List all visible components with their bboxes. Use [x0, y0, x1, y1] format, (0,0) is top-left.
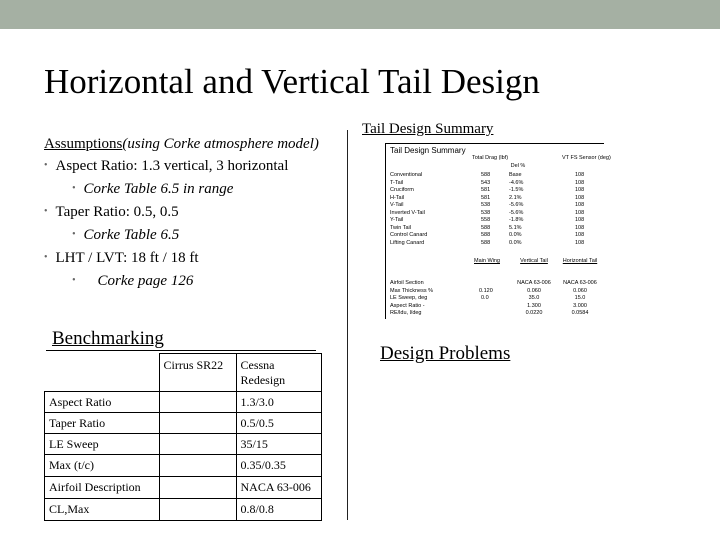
table-header-row: [45, 354, 322, 392]
sub-row-label: LE Sweep, deg: [390, 295, 428, 301]
col-header-del: Del %: [510, 163, 526, 169]
tail-del-value: 2.1%: [509, 194, 522, 201]
tail-config-label: T-Tail: [390, 179, 404, 186]
tail-vt-value: 108: [575, 194, 585, 201]
row-label: CL,Max: [45, 499, 160, 521]
sub-main-wing-value: 0.120: [479, 287, 493, 294]
col-header-total-drag: Total Drag (lbf): [472, 155, 509, 161]
row-label: Airfoil Description: [45, 477, 160, 499]
row-label: Taper Ratio: [45, 413, 160, 434]
bullet-text: LHT / LVT: 18 ft / 18 ft: [55, 250, 199, 266]
tail-vt-value: 108: [575, 209, 585, 216]
cirrus-value: [159, 434, 236, 455]
tail-drag-value: 538: [481, 209, 491, 216]
tail-config-label: Y-Tail: [390, 217, 404, 223]
table-row: [45, 477, 322, 499]
slide-title: Horizontal and Vertical Tail Design: [44, 62, 540, 101]
assumptions-heading-label: Assumptions: [44, 136, 123, 152]
bullet-dot-icon: •: [44, 252, 48, 263]
col-header-vt-fs: VT FS Sensor (deg): [562, 155, 611, 161]
cessna-value: 1.3/3.0: [236, 392, 321, 413]
column-divider: [347, 130, 348, 520]
assumption-sub-bullet: [72, 227, 179, 244]
bullet-dot-icon: •: [72, 229, 76, 240]
row-label: LE Sweep: [45, 434, 160, 455]
tail-config-label: Twin Tail: [390, 224, 411, 231]
tail-vt-value: 108: [575, 202, 585, 208]
sub-row-label: Airfoil Section: [390, 280, 424, 286]
row-label: Max (t/c): [45, 455, 160, 477]
tail-vt-value: 108: [575, 232, 585, 238]
assumption-bullet: [44, 250, 199, 267]
sub-header-main-wing: Main Wing: [474, 258, 500, 264]
tail-del-value: -1.8%: [509, 217, 524, 223]
cirrus-value: [159, 392, 236, 413]
sub-row-label: Max Thickness %: [390, 287, 433, 294]
tail-vt-value: 108: [575, 179, 585, 186]
table-corner-cell: [45, 354, 160, 392]
tail-del-value: -1.5%: [509, 187, 524, 193]
tail-drag-value: 581: [481, 187, 491, 193]
tail-del-value: -5.6%: [509, 209, 524, 216]
assumption-sub-bullet: [72, 181, 233, 198]
tail-del-value: 0.0%: [509, 239, 522, 246]
tail-drag-value: 558: [481, 217, 491, 223]
tail-config-label: Control Canard: [390, 232, 428, 238]
bullet-dot-icon: •: [44, 160, 48, 171]
bullet-text: Corke Table 6.5: [83, 227, 180, 243]
tail-vt-value: 108: [575, 172, 585, 178]
table-row: [45, 413, 322, 434]
tail-drag-value: 588: [481, 239, 491, 246]
bullet-dot-icon: •: [72, 183, 76, 194]
table-row: [45, 499, 322, 521]
cirrus-value: [159, 413, 236, 434]
sub-horizontal-tail-value: NACA 63-006: [563, 280, 597, 286]
table-row: [45, 455, 322, 477]
cessna-value: 0.35/0.35: [236, 455, 321, 477]
tail-drag-value: 588: [481, 224, 491, 231]
sub-vertical-tail-value: 0.0220: [525, 310, 543, 316]
tail-drag-value: 588: [481, 232, 491, 238]
tail-del-value: Base: [509, 172, 522, 178]
cessna-value: 0.5/0.5: [236, 413, 321, 434]
bullet-text: Corke Table 6.5 in range: [83, 181, 234, 197]
tail-del-value: 0.0%: [509, 232, 522, 238]
cirrus-value: [159, 455, 236, 477]
sub-horizontal-tail-value: 0.0584: [571, 310, 589, 316]
assumption-bullet: [44, 158, 288, 175]
assumption-bullet: [44, 204, 179, 221]
sub-horizontal-tail-value: 0.060: [573, 287, 587, 294]
tail-config-label: Conventional: [390, 172, 423, 178]
table-row: [45, 434, 322, 455]
tail-summary-box-header: Tail Design Summary: [390, 146, 466, 155]
sub-row-label: Aspect Ratio -: [390, 302, 425, 309]
top-accent-bar: [0, 0, 720, 29]
tail-config-label: Cruciform: [390, 187, 414, 193]
cirrus-value: [159, 499, 236, 521]
sub-horizontal-tail-value: 15.0: [574, 295, 586, 301]
column-header-cessna: Cessna Redesign: [236, 354, 321, 392]
assumptions-heading-note: (using Corke atmosphere model): [122, 136, 319, 152]
tail-drag-value: 538: [481, 202, 491, 208]
row-label: Aspect Ratio: [45, 392, 160, 413]
assumptions-heading: [44, 136, 319, 153]
tail-drag-value: 543: [481, 179, 491, 186]
tail-vt-value: 108: [575, 224, 585, 231]
sub-vertical-tail-value: 35.0: [528, 295, 540, 301]
tail-summary-heading: Tail Design Summary: [362, 121, 494, 137]
cirrus-value: [159, 477, 236, 499]
benchmarking-heading: Benchmarking: [52, 328, 164, 349]
sub-vertical-tail-value: 1.300: [527, 302, 541, 309]
sub-header-horizontal-tail: Horizontal Tail: [562, 258, 598, 264]
tail-config-label: H-Tail: [390, 194, 405, 201]
sub-header-vertical-tail: Vertical Tail: [520, 258, 548, 264]
tail-vt-value: 108: [575, 187, 585, 193]
bullet-text: Aspect Ratio: 1.3 vertical, 3 horizontal: [55, 158, 289, 174]
tail-del-value: -5.6%: [509, 202, 524, 208]
design-problems-heading: Design Problems: [380, 343, 511, 364]
sub-main-wing-value: 0.0: [481, 295, 489, 301]
sub-row-label: RE/ldu, l/deg: [390, 310, 422, 316]
bullet-dot-icon: •: [72, 275, 76, 286]
cessna-value: 35/15: [236, 434, 321, 455]
sub-vertical-tail-value: 0.060: [527, 287, 541, 294]
tail-drag-value: 588: [481, 172, 491, 178]
tail-vt-value: 108: [575, 239, 585, 246]
cessna-value: 0.8/0.8: [236, 499, 321, 521]
tail-summary-box: [385, 143, 611, 319]
tail-vt-value: 108: [575, 217, 585, 223]
benchmark-table: [44, 353, 322, 521]
tail-del-value: -4.6%: [509, 179, 524, 186]
assumption-sub-bullet: [72, 273, 193, 290]
column-header-cirrus: Cirrus SR22: [159, 354, 236, 392]
benchmarking-rule: [46, 350, 316, 351]
bullet-text: Corke page 126: [97, 273, 194, 289]
tail-config-label: Lifting Canard: [390, 239, 425, 246]
cessna-value: NACA 63-006: [236, 477, 321, 499]
bullet-text: Taper Ratio: 0.5, 0.5: [55, 204, 179, 220]
table-row: [45, 392, 322, 413]
bullet-dot-icon: •: [44, 206, 48, 217]
tail-config-label: Inverted V-Tail: [390, 209, 425, 216]
tail-drag-value: 581: [481, 194, 491, 201]
tail-config-label: V-Tail: [390, 202, 404, 208]
sub-horizontal-tail-value: 3.000: [573, 302, 587, 309]
sub-vertical-tail-value: NACA 63-006: [517, 280, 551, 286]
tail-del-value: 5.1%: [509, 224, 522, 231]
